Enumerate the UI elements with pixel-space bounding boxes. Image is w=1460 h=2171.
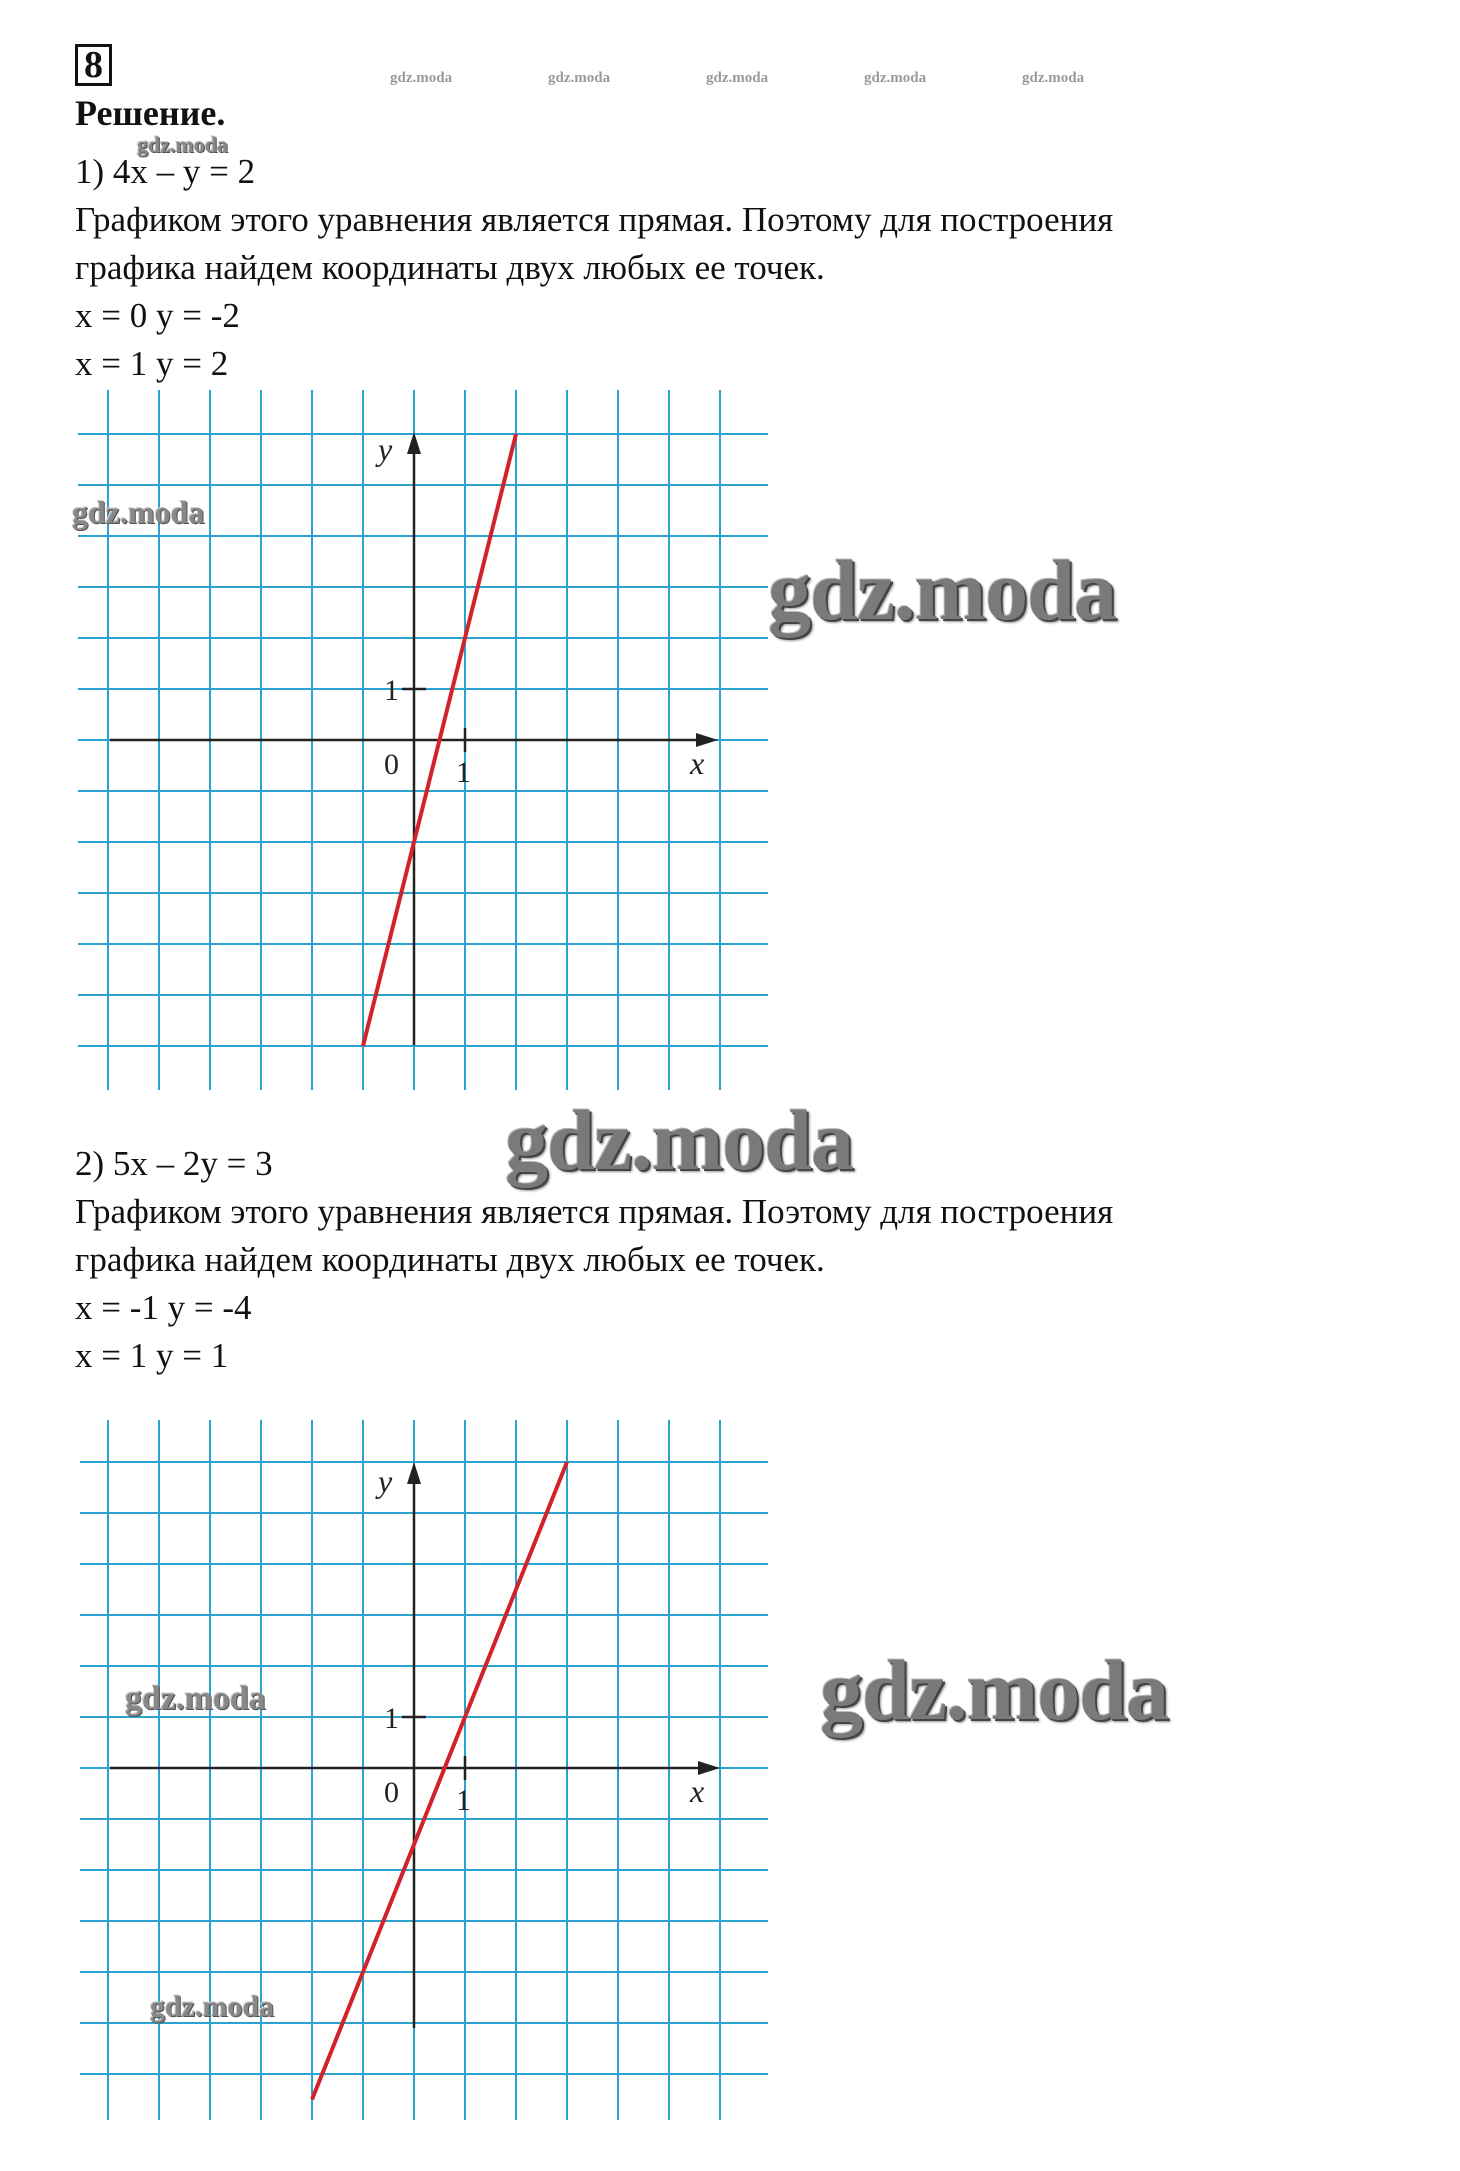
graph-1-y-label: y [378,431,393,467]
part1-point1: x = 0 y = -2 [75,296,240,335]
watermark-small-c: gdz.moda [125,1680,266,1717]
watermark-top-3: gdz.moda [706,70,769,86]
part1-text-line1: Графиком этого уравнения является прямая. Поэтому для построения [75,200,1114,239]
watermark-small-d: gdz.moda [150,1990,275,2023]
watermark-big-2: gdz.moda [505,1092,853,1188]
solution-heading: Решение. [75,93,226,133]
watermark-big-1: gdz.moda [768,542,1116,638]
graph-2-origin: 0 [384,1776,399,1809]
part1-equation: 1) 4x – y = 2 [75,152,256,191]
watermark-top-2: gdz.moda [548,70,611,86]
watermark-top-1: gdz.moda [390,70,453,86]
graph-2-one-y: 1 [384,1702,399,1735]
part2-text-line2: графика найдем координаты двух любых ее точек. [75,1240,825,1279]
graph-1-one-x: 1 [456,756,471,789]
watermark-big-3: gdz.moda [820,1642,1168,1738]
graph-2-y-label: y [378,1463,393,1499]
graph-2-x-label: x [690,1773,705,1809]
problem-number: 8 [75,44,112,86]
graph-1-origin: 0 [384,748,399,781]
graph-1-x-label: x [690,745,705,781]
watermark-top-4: gdz.moda [864,70,927,86]
part1-point2: x = 1 y = 2 [75,344,229,383]
watermark-small-b: gdz.moda [72,494,205,530]
graph-1-one-y: 1 [384,674,399,707]
part2-text-line1: Графиком этого уравнения является прямая. Поэтому для построения [75,1192,1114,1231]
part2-point2: x = 1 y = 1 [75,1336,229,1375]
graph-2-line [312,1462,567,2100]
graph-2-one-x: 1 [456,1784,471,1817]
watermark-small-a: gdz.moda [137,132,229,157]
watermark-top-5: gdz.moda [1022,70,1085,86]
part2-equation: 2) 5x – 2y = 3 [75,1144,273,1183]
part2-point1: x = -1 y = -4 [75,1288,252,1327]
part1-text-line2: графика найдем координаты двух любых ее точек. [75,248,825,287]
graph-2-y-arrow [407,1462,421,1484]
